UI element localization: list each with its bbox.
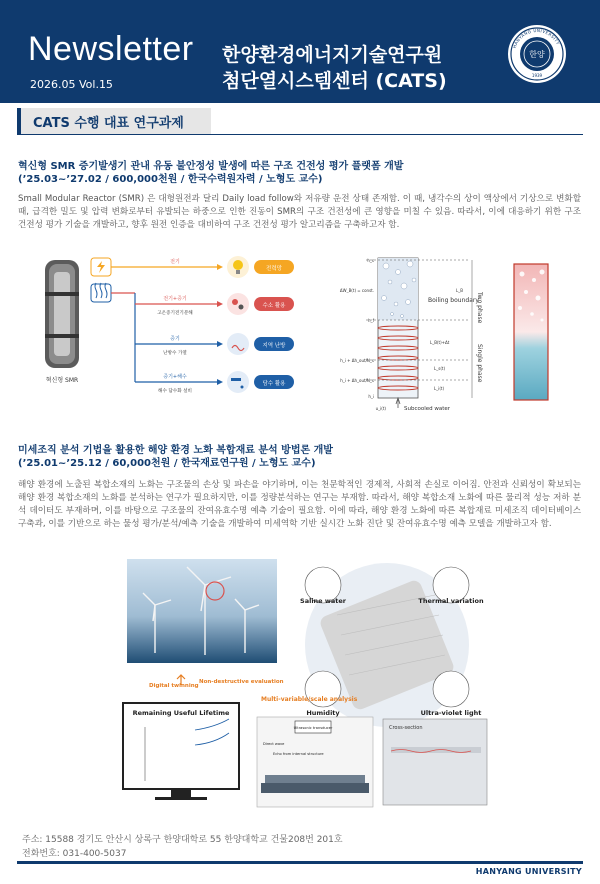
ndt-label: Non-destructive evaluation <box>199 679 284 685</box>
cross-section-label: Cross-section <box>389 725 423 731</box>
org-name-line1: 한양환경에너지기술연구원 <box>222 44 443 66</box>
axis-label-lit: L_i(t) <box>434 386 445 391</box>
direct-wave-label: Direct wave <box>263 742 285 746</box>
row4-arrow-label: 증기+해수 <box>163 374 187 380</box>
section-tab <box>17 108 211 134</box>
cross-section-panel <box>383 719 487 805</box>
multi-analysis-label: Multi-variable/scale analysis <box>261 696 358 703</box>
svg-text:1939: 1939 <box>531 73 543 78</box>
issue-label: 2026.05 Vol.15 <box>30 78 113 91</box>
axis-label-hf: h_f <box>368 318 374 323</box>
project1-title: 혁신형 SMR 증기발생기 관내 유동 불안정성 발생에 따른 구조 건전성 평가 플랫폼 개발 <box>18 161 404 172</box>
steam-icon <box>91 284 111 302</box>
single-phase-label: Single phase <box>476 344 483 383</box>
faucet-icon <box>227 371 249 393</box>
axis-label-hi: h_i <box>368 394 374 399</box>
smr-application-diagram <box>25 252 325 402</box>
project1-meta: (’25.03~’27.02 / 600,000천원 / 한국수력원자력 / 노형도 교수) <box>18 174 323 185</box>
heating-icon <box>227 333 249 355</box>
newsletter-header <box>0 0 600 103</box>
axis-label-lb: L_B <box>456 288 463 293</box>
smr-vessel-icon <box>45 260 79 368</box>
section-divider <box>17 134 583 135</box>
axis-label-lbt: L_B(t)+Δt <box>430 340 450 345</box>
boiling-boundary-label: Boiling boundary <box>428 297 479 304</box>
two-phase-label: Two phase <box>476 292 483 324</box>
row2-sub-label: 고온증기전기분해 <box>157 311 193 316</box>
factor-saline: Saline water <box>300 597 346 605</box>
echo-label: Echo from internal structure <box>273 752 324 756</box>
axis-label-dw: ΔW_B(t) = const. <box>339 288 374 293</box>
footer-brand: HANYANG UNIVERSITY <box>475 867 582 876</box>
rul-label: Remaining Useful Lifetime <box>132 709 230 717</box>
row1-arrow-label: 전기 <box>170 259 180 265</box>
axis-label-lst: L_s(t) <box>434 366 446 371</box>
svg-text:HANYANG UNIVERSITY: HANYANG UNIVERSITY <box>511 27 561 49</box>
output-hydrogen-label: 수소 활용 <box>262 303 286 309</box>
digital-twinning-label: Digital twinning <box>149 683 199 689</box>
axis-label-hs: h_s <box>367 258 374 263</box>
axis-label-h2: h_i + Δh_out/N_s <box>340 358 374 363</box>
subcooled-label: Subcooled water <box>404 406 451 412</box>
output-water-label: 담수 활용 <box>262 381 286 387</box>
marine-composite-aging-diagram <box>115 555 495 825</box>
row3-arrow-label: 증기 <box>170 336 180 342</box>
footer-phone: 전화번호: 031-400-5037 <box>22 849 127 859</box>
project2-meta: (’25.01~’25.12 / 60,000천원 / 한국재료연구원 / 노형도 교수) <box>18 458 316 469</box>
footer-address: 주소: 15588 경기도 안산시 상록구 한양대학로 55 한양대학교 건물208번 201호 <box>22 835 343 845</box>
factor-uv: Ultra-violet light <box>420 709 482 717</box>
factor-humidity: Humidity <box>306 709 340 717</box>
project2-body: 해양 환경에 노출된 복합소재의 노화는 구조물의 손상 및 파손을 야기하며, 이는 천문학적인 경제적, 사회적 손실로 이어짐. 안전과 신뢰성이 확보되는 해양 환경 복합소재의 노화를 분석하는 연구가 필요하지만, 이를 정량분석하는 연구는 부재함. 따라서, 해양 복합소재 노화에 따른 물리적 성능 저하 분석 데이터도 부재하며, 이를 바탕으로 구조물의 잔여유효수명 예측 기술이 필요함. 이에 따라, 해양 환경 노화에 따른 복합재료 미세조직 데이터베이스 구축과, 이를 기반으로 하는 물성 평가/분석/예측 기술을 개발하여 미세역학 기반 실시간 노화 진단 및 잔여유효수명 예측 모델을 개발하고자 함. <box>18 480 581 529</box>
project1-body: Small Modular Reactor (SMR) 은 대형원전과 달리 Daily load follow와 저유량 운전 상태 존재함. 이 때, 냉각수의 상이 액상에서 기상으로 변화할 때, 급격한 밀도 및 압력 변화로부터 유발되는 하중으로 인한 진동이 SMR의 구조 건전성에 큰 영향을 미칠 수 있음. 따라서, 이에 대응하기 위한 구조 건전성 평가 기술을 개발하고, 향후 원전 인증을 대비하여 구조 건전성 평가 알고리즘을 구축하고자 함. <box>18 194 581 230</box>
uv-light-icon <box>433 671 469 707</box>
newsletter-title: Newsletter <box>28 30 194 68</box>
row3-sub-label: 난방수 가열 <box>163 351 187 356</box>
ultrasonic-label: Ultrasonic transducer <box>293 726 333 730</box>
hydrogen-icon <box>227 293 249 315</box>
boiling-tube-diagram <box>330 252 500 412</box>
factor-thermal: Thermal variation <box>418 597 484 605</box>
phase-profile-column <box>506 260 556 405</box>
section-title: CATS 수행 대표 연구과제 <box>33 116 184 131</box>
output-grid-label: 전력망 <box>266 266 282 272</box>
row2-arrow-label: 전기+증기 <box>163 296 187 302</box>
row4-sub-label: 해수 담수화 설비 <box>158 389 192 394</box>
axis-label-ui: u_i(t) <box>375 406 386 411</box>
output-heating-label: 지역 난방 <box>262 343 286 349</box>
university-seal-logo <box>507 24 567 84</box>
svg-text:한양: 한양 <box>529 50 545 59</box>
smr-label: 혁신형 SMR <box>45 377 79 384</box>
project2-title: 미세조직 분석 기법을 활용한 해양 환경 노화 복합재료 분석 방법론 개발 <box>18 445 333 456</box>
offshore-wind-photo <box>127 559 277 663</box>
footer-divider <box>17 861 583 864</box>
org-name-line2: 첨단열시스템센터 (CATS) <box>222 70 447 92</box>
axis-label-h1: h_i + Δh_out/N_s <box>340 378 374 383</box>
